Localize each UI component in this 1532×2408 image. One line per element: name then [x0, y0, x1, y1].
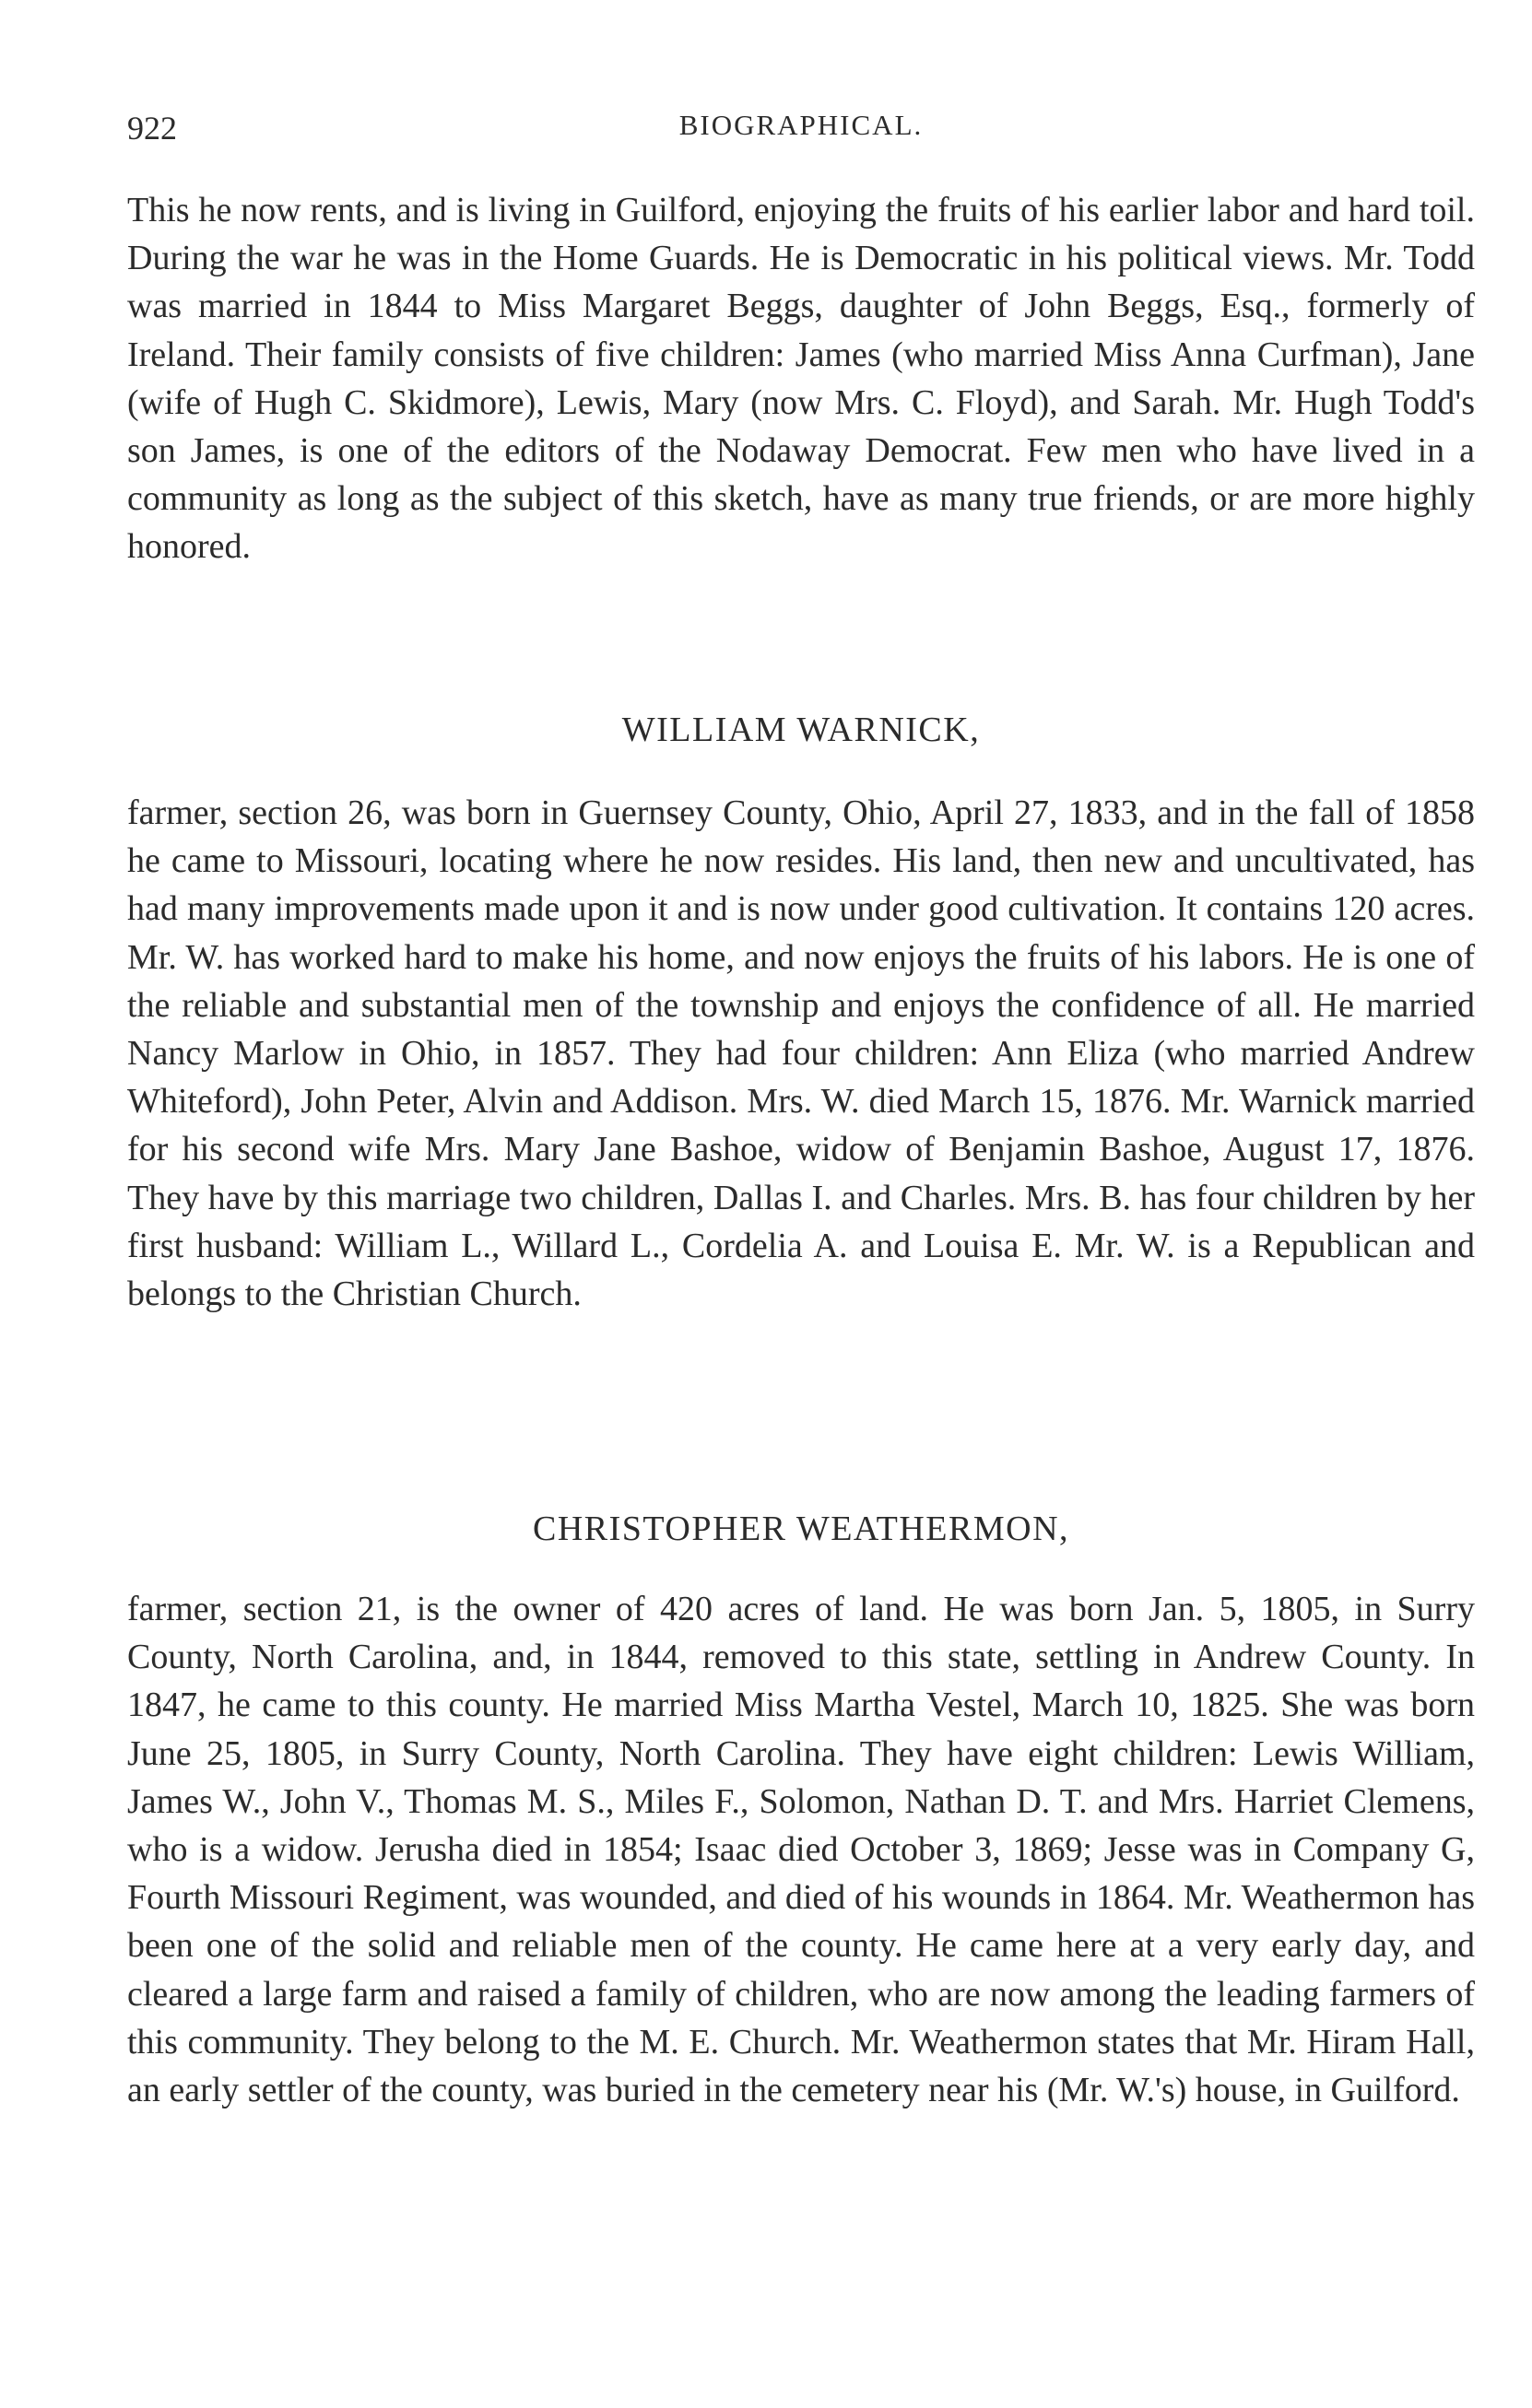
entry-heading-weathermon: CHRISTOPHER WEATHERMON,	[532, 1509, 1070, 1548]
running-head-title: BIOGRAPHICAL.	[678, 109, 924, 141]
running-head	[127, 109, 1475, 155]
paragraph-text: farmer, section 21, is the owner of 420 acres of land. He was born Jan. 5, 1805, in Surry County, North Carolina, and, in 1844, removed to this state, settling in Andrew County. In 1847, he came to this county. He married Miss Martha Vestel, March 10, 1825. She was born June 25, 1805, in Surry County, North Carolina. They have eight children: Lewis William, James W., John V., Thomas M. S., Miles F., Solomon, Nathan D. T. and Mrs. Harriet Clemens, who is a widow. Jerusha died in 1854; Isaac died October 3, 1869; Jesse was in Company G, Fourth Missouri Regiment, was wounded, and died of his wounds in 1864. Mr. Weathermon has been one of the solid and reliable men of the county. He came here at a very early day, and cleared a large farm and raised a family of children, who are now among the leading farmers of this community. They belong to the M. E. Church. Mr. Weathermon states that Mr. Hiram Hall, an early settler of the county, was buried in the cemetery near his (Mr. W.'s) house, in Guilford.	[127, 1590, 1475, 2110]
page-number: 922	[127, 110, 177, 147]
paragraph-text: farmer, section 26, was born in Guernsey County, Ohio, April 27, 1833, and in the fall of 1858 he came to Missouri, locating where he now resides. His land, then new and uncultivated, has had many improvements made upon it and is now under good cultivation. It contains 120 acres. Mr. W. has worked hard to make his home, and now enjoys the fruits of his labors. He is one of the reliable and substantial men of the township and enjoys the confidence of all. He married Nancy Marlow in Ohio, in 1857. They had four children: Ann Eliza (who married Andrew Whiteford), John Peter, Alvin and Addison. Mrs. W. died March 15, 1876. Mr. Warnick married for his second wife Mrs. Mary Jane Bashoe, widow of Benjamin Bashoe, August 17, 1876. They have by this marriage two children, Dallas I. and Charles. Mrs. B. has four children by her first husband: William L., Willard L., Cordelia A. and Louisa E. Mr. W. is a Republican and belongs to the Christian Church.	[127, 793, 1475, 1314]
paragraph-todd-continued	[127, 186, 1475, 571]
paragraph-text: This he now rents, and is living in Guilford, enjoying the fruits of his earlier labor and hard toil. During the war he was in the Home Guards. He is Democratic in his political views. Mr. Todd was married in 1844 to Miss Margaret Beggs, daughter of John Beggs, Esq., formerly of Ireland. Their family consists of five children: James (who married Miss Anna Curfman), Jane (wife of Hugh C. Skidmore), Lewis, Mary (now Mrs. C. Floyd), and Sarah. Mr. Hugh Todd's son James, is one of the editors of the Nodaway Democrat. Few men who have lived in a community as long as the subject of this sketch, have as many true friends, or are more highly honored.	[127, 191, 1475, 567]
entry-heading-warnick: WILLIAM WARNICK,	[621, 711, 981, 749]
paragraph-warnick	[127, 789, 1475, 1318]
paragraph-weathermon	[127, 1585, 1475, 2114]
